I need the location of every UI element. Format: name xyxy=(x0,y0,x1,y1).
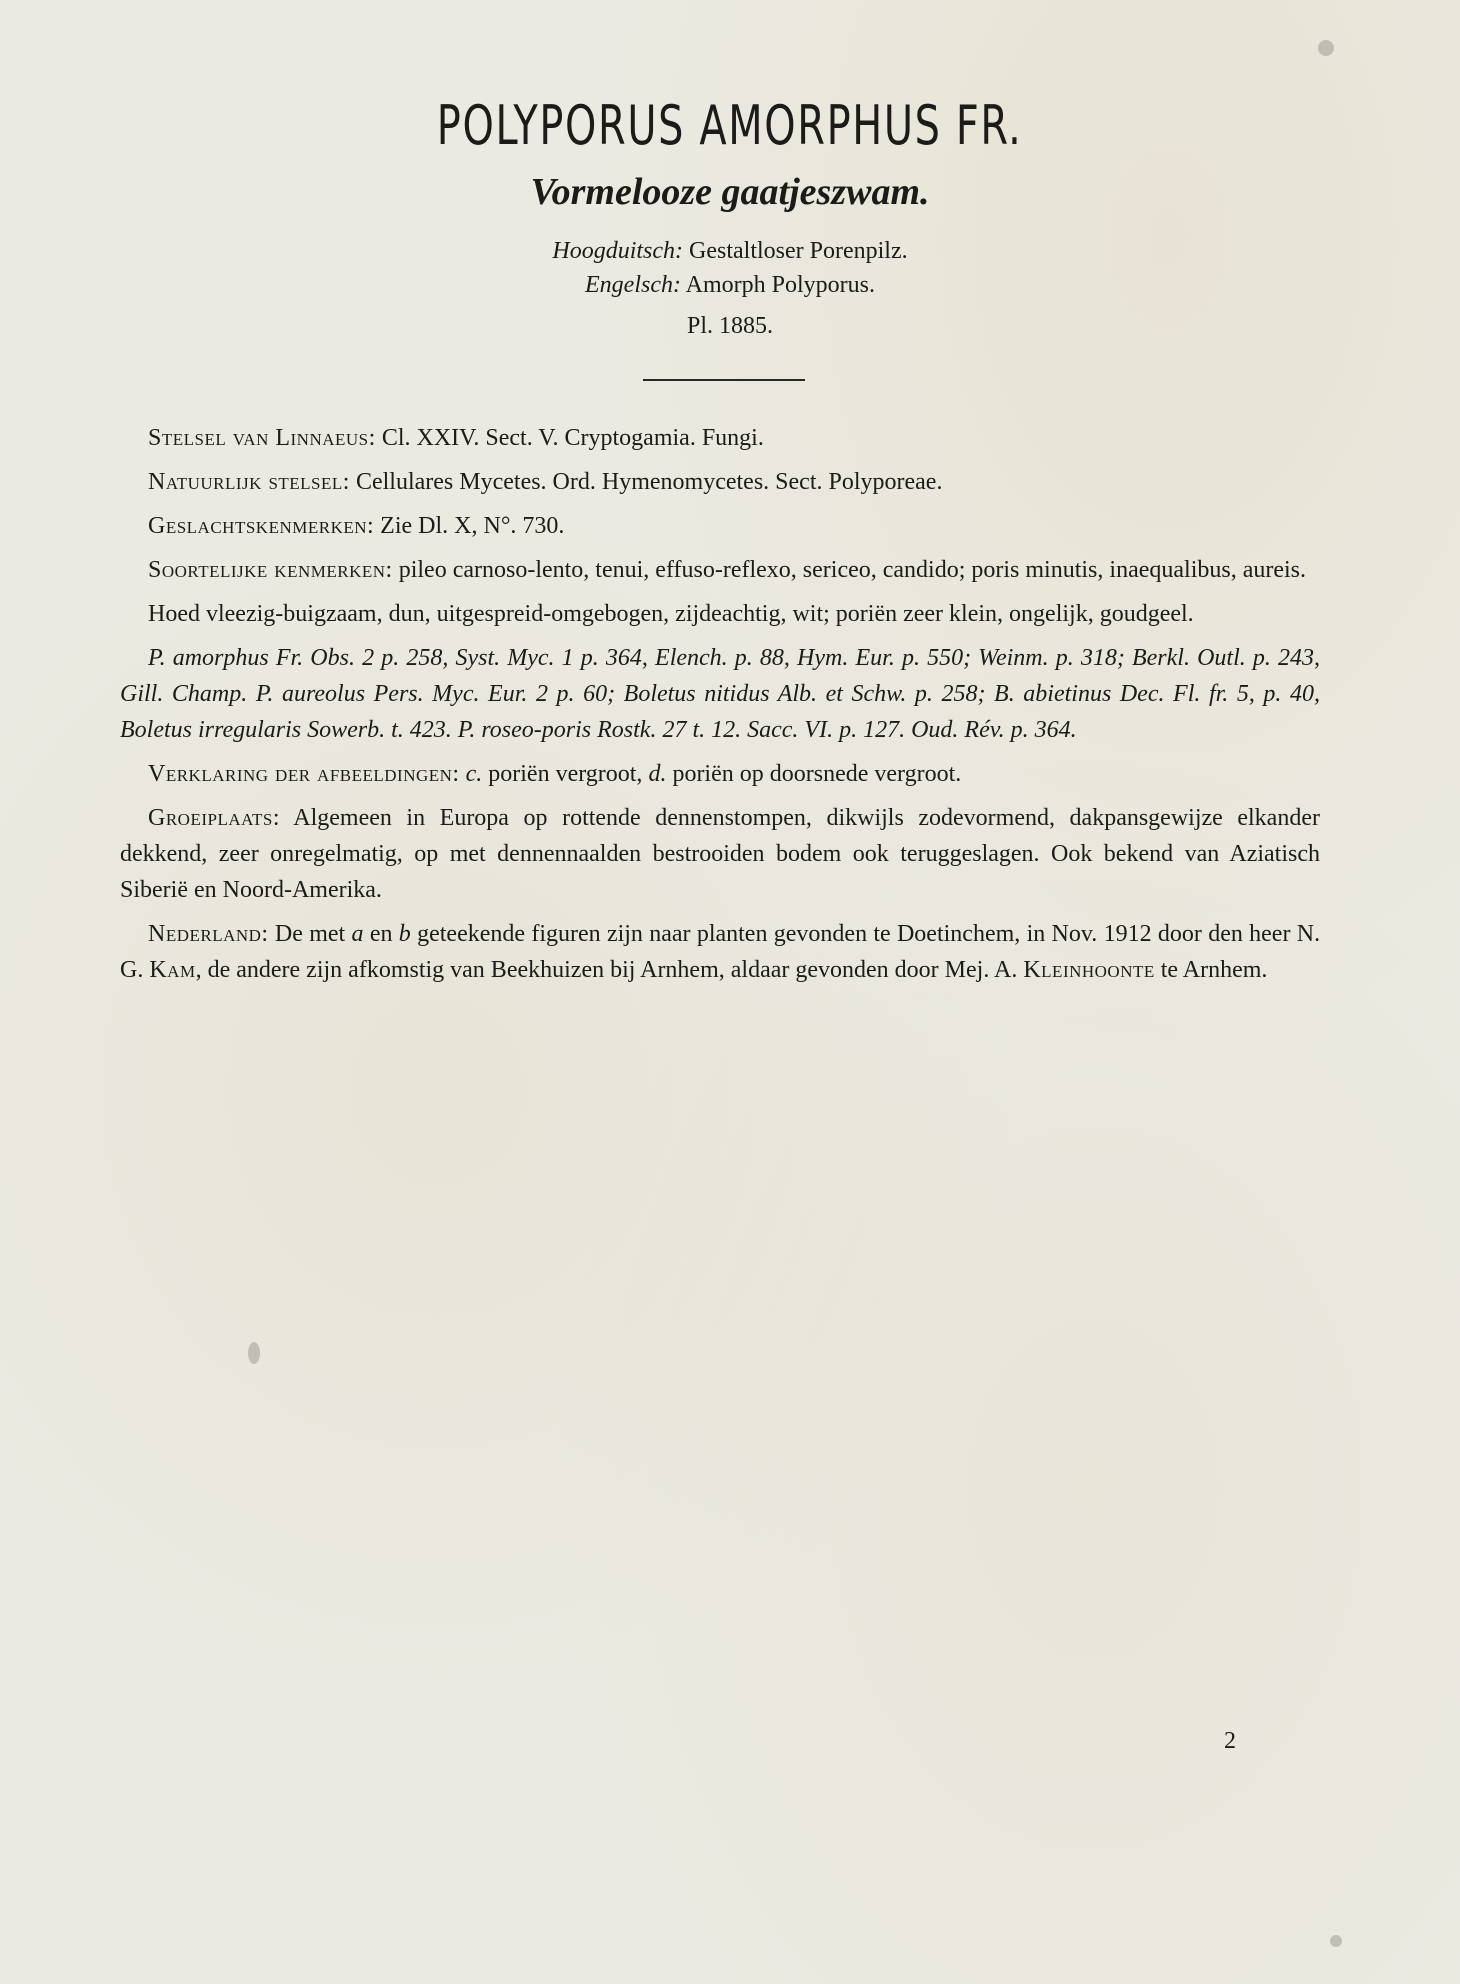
section-label: Stelsel van Linnaeus: xyxy=(148,425,376,451)
section-text: poriën vergroot, xyxy=(488,761,643,787)
section-label: Soortelijke kenmerken: xyxy=(148,557,393,583)
synonymy-paragraph xyxy=(120,640,1320,748)
section-text: Algemeen in Europa op rottende dennenstompen, dikwijls zodevormend, dakpansgewijze elkander dekkend, zeer onregelmatig, op met dennennaalden bestrooiden bodem ook teruggeslagen. Ook bekend van Aziatisch Siberië en Noord-Amerika. xyxy=(120,805,1320,903)
page-number: 2 xyxy=(1224,1728,1236,1754)
section-text: Cl. XXIV. Sect. V. Cryptogamia. Fungi. xyxy=(381,425,764,451)
document-body xyxy=(120,420,1320,996)
person-name: Kleinhoonte xyxy=(1023,957,1155,983)
divider xyxy=(643,379,805,381)
section-label: Geslachtskenmerken: xyxy=(148,513,375,539)
paper-spot xyxy=(1330,1935,1342,1947)
section-label: Verklaring der afbeeldingen: xyxy=(148,761,460,787)
section-text: en xyxy=(369,921,393,947)
paper-spot xyxy=(248,1342,260,1364)
netherlands-paragraph xyxy=(120,916,1320,988)
language-label: Engelsch: xyxy=(585,272,681,298)
plate-number: Pl. 1885. xyxy=(686,313,773,339)
section-label: Natuurlijk stelsel: xyxy=(148,469,350,495)
natural-system-paragraph xyxy=(120,464,1320,500)
english-name-line xyxy=(0,268,1460,302)
description-paragraph: Hoed vleezig-buigzaam, dun, uitgespreid-omgebogen, zijdeachtig, wit; poriën zeer klein, ongelijk, goudgeel. xyxy=(148,601,1194,627)
page-title: POLYPORUS AMORPHUS FR. xyxy=(436,94,1023,157)
paper-spot xyxy=(1318,40,1334,56)
common-names xyxy=(0,234,1460,302)
linnaeus-paragraph xyxy=(120,420,1320,456)
figures-paragraph xyxy=(120,756,1320,792)
common-name: Amorph Polyporus. xyxy=(685,272,875,298)
figure-letter: d. xyxy=(648,761,667,787)
section-text: te Arnhem. xyxy=(1160,957,1268,983)
section-text: De met xyxy=(274,921,346,947)
section-text: Zie Dl. X, N°. 730. xyxy=(380,513,565,539)
figure-letter: b xyxy=(398,921,411,947)
species-paragraph xyxy=(120,552,1320,588)
section-text: poriën op doorsnede vergroot. xyxy=(672,761,962,787)
section-text: geteekende figuren zijn naar planten gevonden te Doetinchem, in Nov. 1912 door den heer N. G. xyxy=(120,921,1321,983)
section-label: Nederland: xyxy=(148,921,269,947)
figure-letter: a xyxy=(351,921,364,947)
person-name: Kam xyxy=(149,957,196,983)
language-label: Hoogduitsch: xyxy=(552,238,684,264)
common-name: Gestaltloser Porenpilz. xyxy=(689,238,908,264)
section-label: Groeiplaats: xyxy=(148,805,281,831)
dutch-name: Vormelooze gaatjeszwam. xyxy=(530,171,930,213)
figure-letter: c. xyxy=(465,761,483,787)
habitat-paragraph xyxy=(120,800,1320,908)
section-text: , de andere zijn afkomstig van Beekhuizen bij Arnhem, aldaar gevonden door Mej. A. xyxy=(195,957,1018,983)
section-text: Cellulares Mycetes. Ord. Hymenomycetes. Sect. Polyporeae. xyxy=(355,469,943,495)
section-text: pileo carnoso-lento, tenui, effuso-reflexo, sericeo, candido; poris minutis, inaequalibus, aureis. xyxy=(398,557,1307,583)
genus-paragraph xyxy=(120,508,1320,544)
german-name-line xyxy=(0,234,1460,268)
synonymy-text: P. amorphus Fr. Obs. 2 p. 258, Syst. Myc. 1 p. 364, Elench. p. 88, Hym. Eur. p. 550; Weinm. p. 318; Berkl. Outl. p. 243, Gill. Champ. P. aureolus Pers. Myc. Eur. 2 p. 60; Boletus nitidus Alb. et Schw. p. 258; B. abietinus Dec. Fl. fr. 5, p. 40, Boletus irregularis Sowerb. t. 423. P. roseo-poris Rostk. 27 t. 12. Sacc. VI. p. 127. Oud. Rév. p. 364. xyxy=(120,645,1320,743)
